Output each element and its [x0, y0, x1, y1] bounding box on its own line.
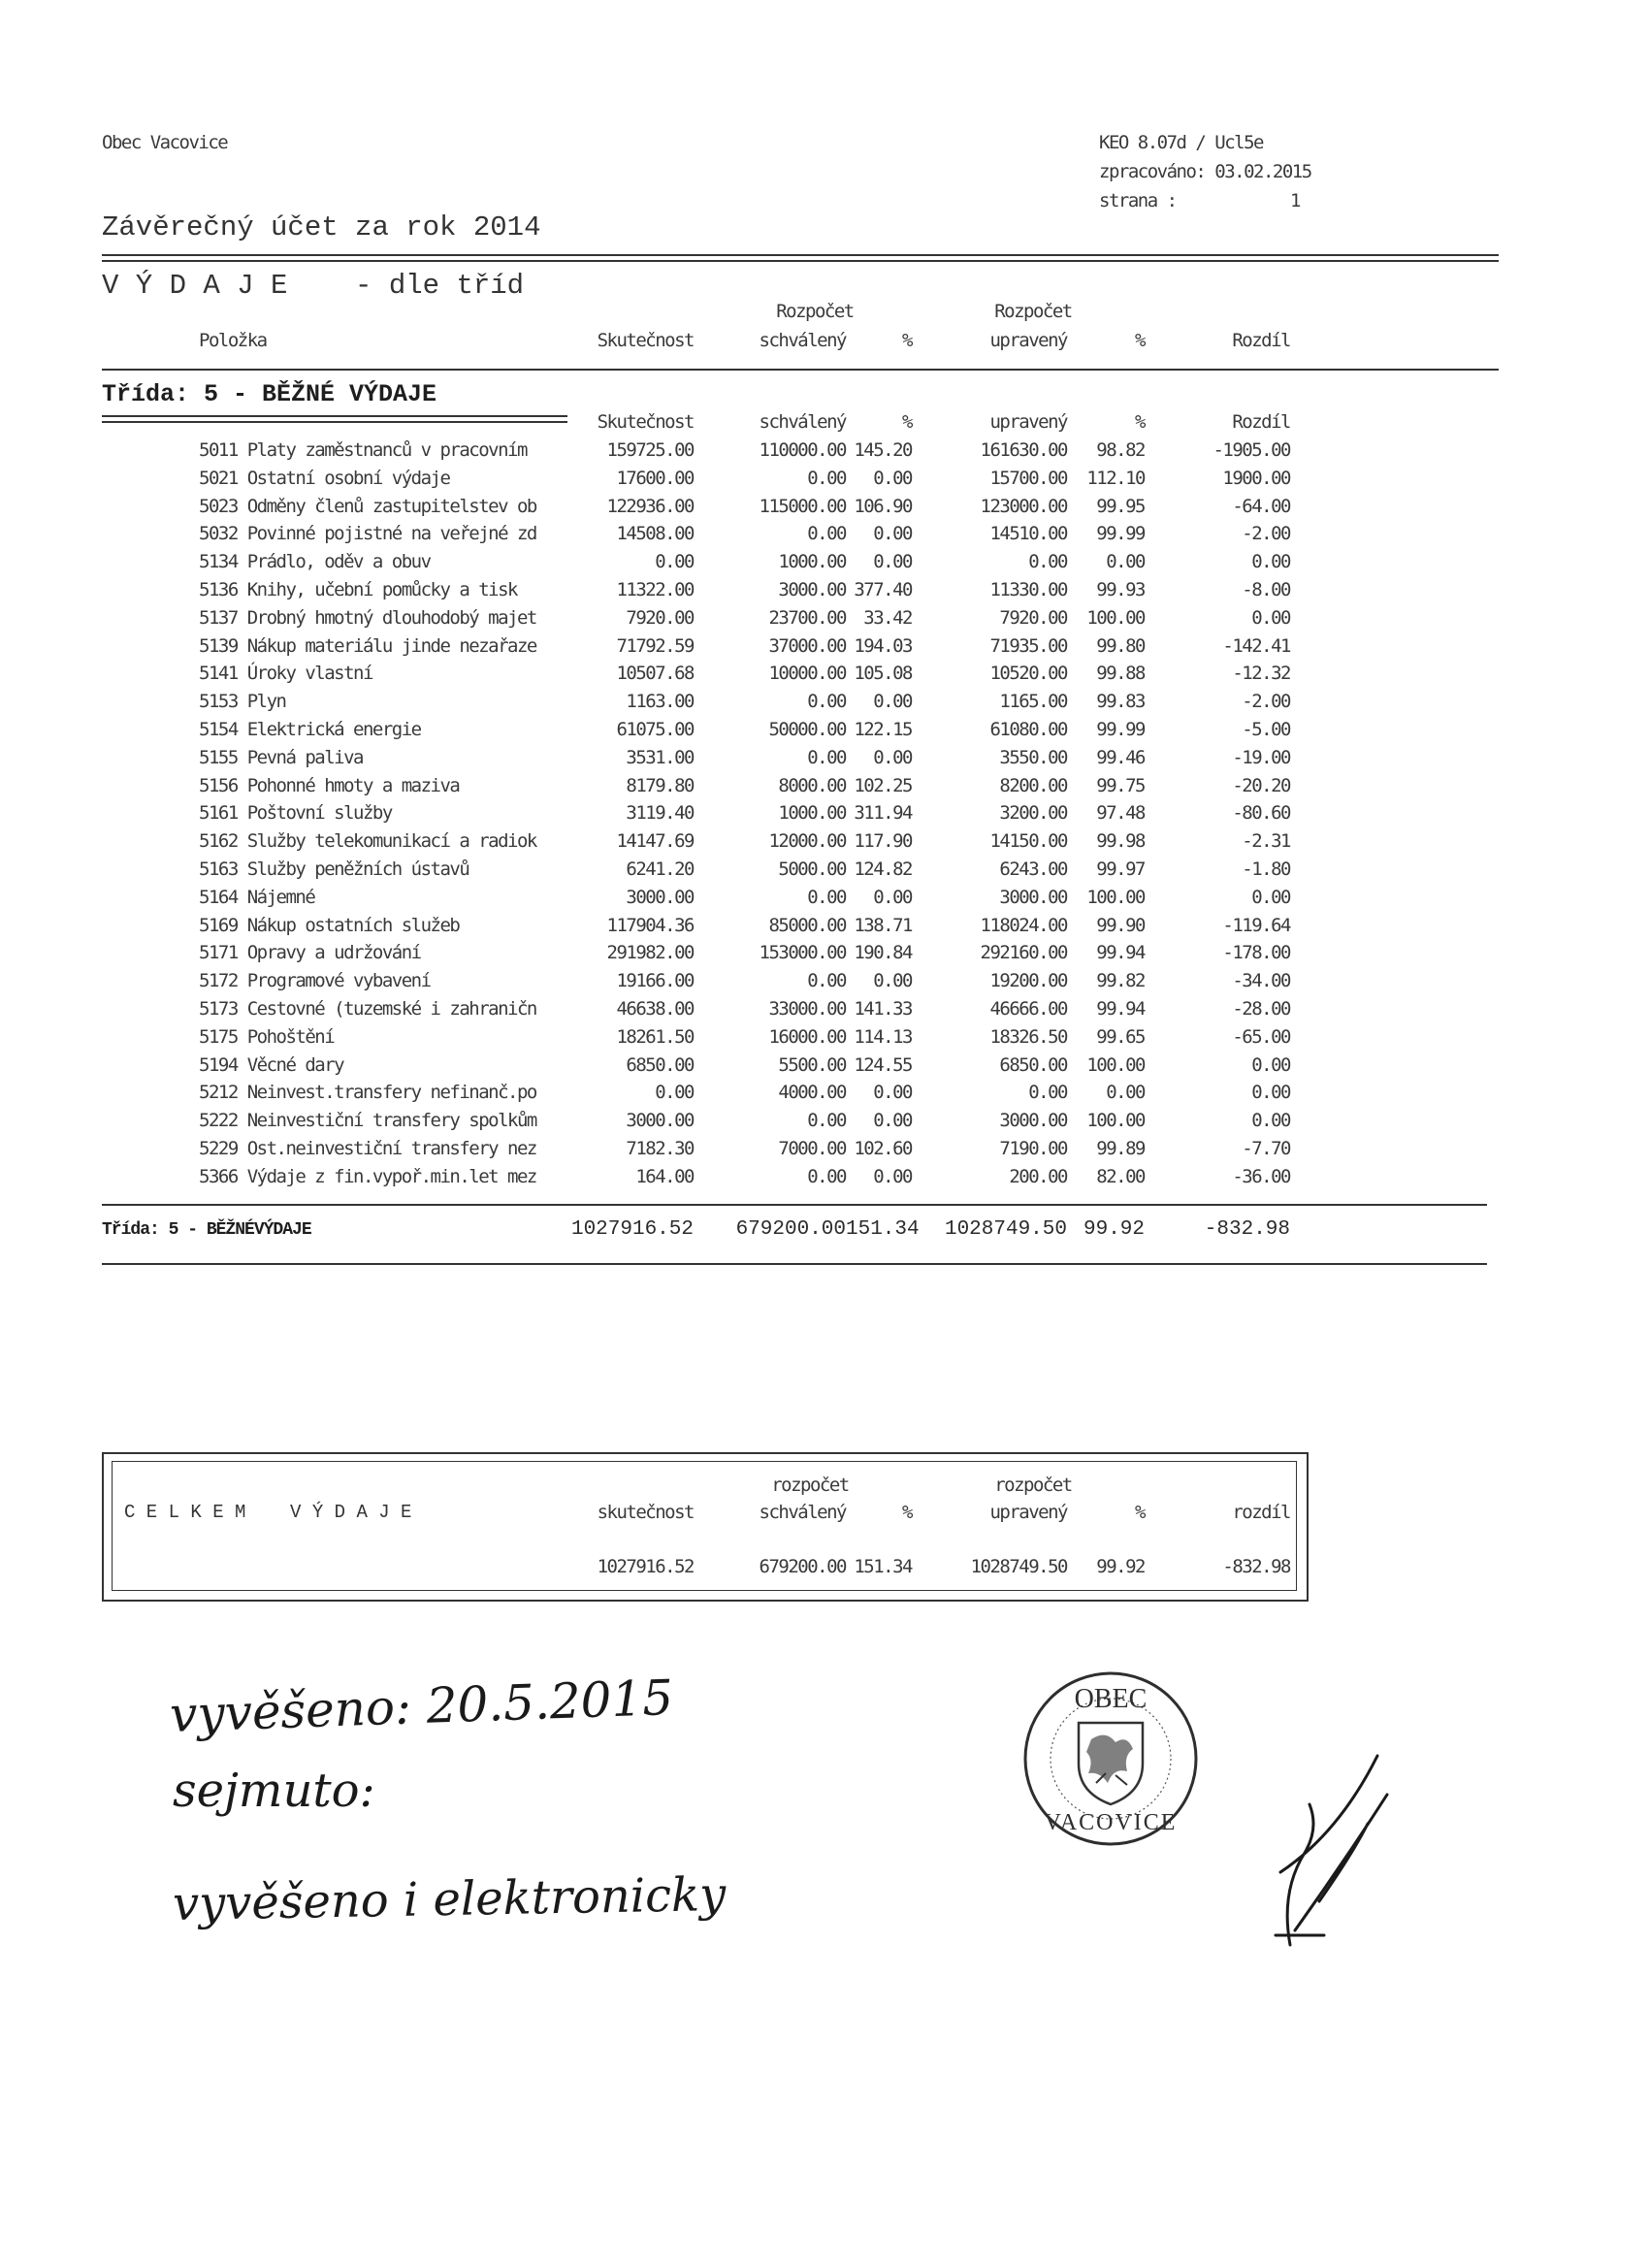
- row-rozdil: 0.00: [1251, 1082, 1290, 1104]
- row-skutecnost: 3000.00: [626, 1110, 694, 1132]
- summary-label: C E L K E M V Ý D A J E: [124, 1502, 412, 1523]
- row-upraveny: 46666.00: [989, 998, 1067, 1020]
- row-item: 5173 Cestovné (tuzemské i zahraničn: [199, 998, 536, 1020]
- table-row: [0, 691, 1649, 719]
- row-skutecnost: 0.00: [655, 551, 694, 573]
- row-skutecnost: 18261.50: [616, 1025, 694, 1048]
- row-item: 5021 Ostatní osobní výdaje: [199, 467, 450, 489]
- row-upraveny: 61080.00: [989, 719, 1067, 740]
- row-pct2: 99.80: [1096, 634, 1145, 657]
- handwritten-electronic: vyvěšeno i elektronicky: [172, 1867, 727, 1931]
- row-schvaleny: 110000.00: [759, 439, 846, 461]
- row-pct2: 99.97: [1096, 859, 1145, 880]
- row-skutecnost: 3531.00: [626, 746, 694, 768]
- row-item: 5164 Nájemné: [199, 886, 315, 908]
- row-schvaleny: 33000.00: [768, 998, 846, 1020]
- row-rozdil: -34.00: [1232, 970, 1290, 992]
- col-pct1: %: [902, 330, 912, 351]
- row-item: 5136 Knihy, učební pomůcky a tisk: [199, 579, 517, 600]
- row-rozdil: -65.00: [1232, 1025, 1290, 1048]
- summary-pct1: %: [902, 1502, 912, 1523]
- row-rozdil: -36.00: [1232, 1165, 1290, 1187]
- row-pct1: 0.00: [873, 746, 912, 768]
- stamp-top-text: OBEC: [1074, 1684, 1148, 1714]
- row-item: 5155 Pevná paliva: [199, 746, 363, 768]
- class-title-rule-bottom: [102, 421, 567, 423]
- col-rozpocet-schv-top: Rozpočet: [776, 301, 854, 322]
- row-rozdil: -2.31: [1242, 830, 1290, 853]
- row-schvaleny: 1000.00: [778, 551, 846, 573]
- summary-val-rozdil: -832.98: [1222, 1556, 1290, 1577]
- row-item: 5366 Výdaje z fin.vypoř.min.let mez: [199, 1165, 536, 1187]
- row-pct2: 0.00: [1106, 551, 1145, 573]
- summary-val-schvaleny: 679200.00: [759, 1556, 846, 1577]
- row-pct1: 0.00: [873, 551, 912, 573]
- col-rozdil: Rozdíl: [1232, 330, 1290, 351]
- row-upraveny: 3000.00: [999, 886, 1067, 908]
- summary-val-pct1: 151.34: [854, 1556, 912, 1577]
- summary-skutecnost: skutečnost: [597, 1502, 694, 1523]
- row-pct2: 97.48: [1096, 802, 1145, 825]
- row-item: 5163 Služby peněžních ústavů: [199, 859, 469, 880]
- table-row: [0, 830, 1649, 859]
- sub-upraveny: upravený: [989, 411, 1067, 433]
- table-row: [0, 970, 1649, 998]
- row-pct1: 102.25: [854, 774, 912, 796]
- row-upraveny: 18326.50: [989, 1025, 1067, 1048]
- table-row: [0, 635, 1649, 664]
- row-item: 5141 Úroky vlastní: [199, 663, 372, 685]
- row-upraveny: 14150.00: [989, 830, 1067, 853]
- row-skutecnost: 3000.00: [626, 886, 694, 908]
- row-upraveny: 6850.00: [999, 1053, 1067, 1076]
- row-pct2: 99.83: [1096, 691, 1145, 713]
- row-rozdil: -80.60: [1232, 802, 1290, 825]
- row-skutecnost: 6241.20: [626, 859, 694, 880]
- row-pct2: 99.98: [1096, 830, 1145, 853]
- row-upraveny: 3550.00: [999, 746, 1067, 768]
- row-skutecnost: 10507.68: [616, 663, 694, 685]
- row-upraveny: 6243.00: [999, 859, 1067, 880]
- columns-rule: [102, 369, 1499, 371]
- row-pct1: 141.33: [854, 998, 912, 1020]
- row-upraveny: 8200.00: [999, 774, 1067, 796]
- row-rozdil: -5.00: [1242, 719, 1290, 740]
- row-rozdil: 0.00: [1251, 1053, 1290, 1076]
- row-rozdil: -20.20: [1232, 774, 1290, 796]
- row-pct2: 99.95: [1096, 495, 1145, 517]
- row-schvaleny: 5000.00: [778, 859, 846, 880]
- row-pct1: 311.94: [854, 802, 912, 825]
- row-pct2: 99.94: [1096, 998, 1145, 1020]
- row-item: 5222 Neinvestiční transfery spolkům: [199, 1110, 536, 1132]
- row-schvaleny: 5500.00: [778, 1053, 846, 1076]
- row-item: 5156 Pohonné hmoty a maziva: [199, 774, 460, 796]
- row-skutecnost: 7182.30: [626, 1138, 694, 1159]
- row-pct1: 114.13: [854, 1025, 912, 1048]
- row-schvaleny: 23700.00: [768, 606, 846, 629]
- row-schvaleny: 8000.00: [778, 774, 846, 796]
- row-rozdil: -142.41: [1222, 634, 1290, 657]
- table-row: [0, 579, 1649, 607]
- row-pct1: 124.55: [854, 1053, 912, 1076]
- row-item: 5023 Odměny členů zastupitelstev ob: [199, 495, 536, 517]
- col-upraveny: upravený: [989, 330, 1067, 351]
- table-row: [0, 942, 1649, 970]
- row-item: 5194 Věcné dary: [199, 1053, 344, 1076]
- row-upraveny: 3000.00: [999, 1110, 1067, 1132]
- row-skutecnost: 61075.00: [616, 719, 694, 740]
- page-label: strana :: [1099, 190, 1177, 211]
- row-skutecnost: 6850.00: [626, 1053, 694, 1076]
- table-row: [0, 747, 1649, 775]
- row-skutecnost: 3119.40: [626, 802, 694, 825]
- row-pct1: 102.60: [854, 1138, 912, 1159]
- row-pct1: 138.71: [854, 914, 912, 936]
- row-item: 5229 Ost.neinvestiční transfery nez: [199, 1138, 536, 1159]
- row-pct1: 0.00: [873, 886, 912, 908]
- row-pct2: 112.10: [1086, 467, 1145, 489]
- col-rozpocet-upr-top: Rozpočet: [994, 301, 1072, 322]
- row-upraveny: 7920.00: [999, 606, 1067, 629]
- row-schvaleny: 10000.00: [768, 663, 846, 685]
- row-upraveny: 10520.00: [989, 663, 1067, 685]
- municipal-stamp: [1018, 1667, 1203, 1851]
- row-upraveny: 118024.00: [980, 914, 1067, 936]
- table-row: [0, 802, 1649, 830]
- row-schvaleny: 0.00: [807, 970, 846, 992]
- row-skutecnost: 0.00: [655, 1082, 694, 1104]
- row-pct2: 99.88: [1096, 663, 1145, 685]
- table-row: [0, 663, 1649, 691]
- row-schvaleny: 0.00: [807, 523, 846, 545]
- table-row: [0, 1138, 1649, 1166]
- table-row: [0, 439, 1649, 468]
- table-row: [0, 496, 1649, 524]
- summary-upraveny: upravený: [989, 1502, 1067, 1523]
- table-row: [0, 998, 1649, 1026]
- total-pct1: 151.34: [846, 1218, 920, 1241]
- row-schvaleny: 50000.00: [768, 719, 846, 740]
- row-skutecnost: 159725.00: [606, 439, 694, 461]
- row-item: 5212 Neinvest.transfery nefinanč.po: [199, 1082, 536, 1104]
- row-rozdil: -1.80: [1242, 859, 1290, 880]
- row-upraveny: 15700.00: [989, 467, 1067, 489]
- total-label: Třída: 5 - BĚŽNÉVÝDAJE: [102, 1220, 311, 1240]
- row-pct2: 99.99: [1096, 523, 1145, 545]
- row-item: 5162 Služby telekomunikací a radiok: [199, 830, 536, 853]
- header-rule-top: [102, 254, 1499, 256]
- total-rule-bottom: [102, 1263, 1487, 1265]
- row-pct2: 99.89: [1096, 1138, 1145, 1159]
- row-pct2: 99.75: [1096, 774, 1145, 796]
- row-schvaleny: 1000.00: [778, 802, 846, 825]
- row-item: 5169 Nákup ostatních služeb: [199, 914, 460, 936]
- summary-rozpocet2: rozpočet: [994, 1474, 1072, 1496]
- row-skutecnost: 11322.00: [616, 579, 694, 600]
- header-rule-bottom: [102, 260, 1499, 262]
- total-rule-top: [102, 1204, 1487, 1206]
- row-item: 5175 Pohoštění: [199, 1025, 335, 1048]
- row-upraveny: 161630.00: [980, 439, 1067, 461]
- document-title: Závěrečný účet za rok 2014: [102, 211, 541, 243]
- row-item: 5134 Prádlo, oděv a obuv: [199, 551, 431, 573]
- table-row: [0, 859, 1649, 887]
- row-item: 5139 Nákup materiálu jinde nezařaze: [199, 634, 536, 657]
- page-number: 1: [1290, 190, 1300, 211]
- row-pct2: 0.00: [1106, 1082, 1145, 1104]
- row-pct2: 100.00: [1086, 1053, 1145, 1076]
- row-rozdil: 0.00: [1251, 551, 1290, 573]
- row-schvaleny: 115000.00: [759, 495, 846, 517]
- row-pct1: 0.00: [873, 1165, 912, 1187]
- row-item: 5161 Poštovní služby: [199, 802, 392, 825]
- section-title: V Ý D A J E - dle tříd: [102, 270, 525, 302]
- row-pct1: 124.82: [854, 859, 912, 880]
- row-skutecnost: 117904.36: [606, 914, 694, 936]
- handwritten-removed: sejmuto:: [173, 1764, 375, 1818]
- table-row: [0, 1082, 1649, 1110]
- row-skutecnost: 19166.00: [616, 970, 694, 992]
- row-pct2: 99.93: [1096, 579, 1145, 600]
- row-pct1: 117.90: [854, 830, 912, 853]
- table-row: [0, 468, 1649, 496]
- row-item: 5011 Platy zaměstnanců v pracovním: [199, 439, 527, 461]
- row-pct1: 105.08: [854, 663, 912, 685]
- table-row: [0, 607, 1649, 635]
- col-pct2: %: [1135, 330, 1145, 351]
- row-pct1: 0.00: [873, 691, 912, 713]
- program-id: KEO 8.07d / Ucl5e: [1099, 132, 1263, 153]
- row-upraveny: 19200.00: [989, 970, 1067, 992]
- row-rozdil: -119.64: [1222, 914, 1290, 936]
- row-schvaleny: 7000.00: [778, 1138, 846, 1159]
- sub-pct1: %: [902, 411, 912, 433]
- row-rozdil: -64.00: [1232, 495, 1290, 517]
- row-schvaleny: 0.00: [807, 467, 846, 489]
- row-rozdil: 1900.00: [1222, 467, 1290, 489]
- table-row: [0, 1026, 1649, 1054]
- row-schvaleny: 12000.00: [768, 830, 846, 853]
- row-upraveny: 3200.00: [999, 802, 1067, 825]
- row-pct2: 100.00: [1086, 606, 1145, 629]
- row-pct2: 99.94: [1096, 942, 1145, 964]
- class-title: Třída: 5 - BĚŽNÉ VÝDAJE: [102, 380, 437, 408]
- row-schvaleny: 3000.00: [778, 579, 846, 600]
- row-rozdil: -19.00: [1232, 746, 1290, 768]
- row-rozdil: -2.00: [1242, 523, 1290, 545]
- row-pct2: 99.46: [1096, 746, 1145, 768]
- row-pct2: 82.00: [1096, 1165, 1145, 1187]
- row-skutecnost: 122936.00: [606, 495, 694, 517]
- row-pct2: 100.00: [1086, 1110, 1145, 1132]
- row-skutecnost: 46638.00: [616, 998, 694, 1020]
- row-schvaleny: 0.00: [807, 691, 846, 713]
- row-upraveny: 123000.00: [980, 495, 1067, 517]
- row-pct2: 100.00: [1086, 886, 1145, 908]
- row-rozdil: 0.00: [1251, 606, 1290, 629]
- row-item: 5172 Programové vybavení: [199, 970, 431, 992]
- coat-of-arms-icon: [1079, 1723, 1143, 1804]
- row-schvaleny: 16000.00: [768, 1025, 846, 1048]
- total-pct2: 99.92: [1083, 1218, 1145, 1241]
- row-rozdil: -28.00: [1232, 998, 1290, 1020]
- row-item: 5171 Opravy a udržování: [199, 942, 421, 964]
- table-row: [0, 551, 1649, 579]
- total-upraveny: 1028749.50: [944, 1218, 1067, 1241]
- row-pct2: 99.90: [1096, 914, 1145, 936]
- row-item: 5137 Drobný hmotný dlouhodobý majet: [199, 606, 536, 629]
- table-row: [0, 1054, 1649, 1083]
- row-upraveny: 292160.00: [980, 942, 1067, 964]
- sub-skutecnost: Skutečnost: [597, 411, 694, 433]
- total-schvaleny: 679200.00: [735, 1218, 846, 1241]
- row-upraveny: 0.00: [1028, 1082, 1067, 1104]
- summary-val-skutecnost: 1027916.52: [597, 1556, 694, 1577]
- class-title-rule-top: [102, 415, 567, 417]
- summary-rozdil: rozdíl: [1232, 1502, 1290, 1523]
- row-pct2: 99.99: [1096, 719, 1145, 740]
- sub-pct2: %: [1135, 411, 1145, 433]
- row-rozdil: -8.00: [1242, 579, 1290, 600]
- row-rozdil: 0.00: [1251, 1110, 1290, 1132]
- row-schvaleny: 0.00: [807, 1165, 846, 1187]
- row-skutecnost: 71792.59: [616, 634, 694, 657]
- sub-rozdil: Rozdíl: [1232, 411, 1290, 433]
- row-pct1: 145.20: [854, 439, 912, 461]
- row-upraveny: 7190.00: [999, 1138, 1067, 1159]
- row-rozdil: 0.00: [1251, 886, 1290, 908]
- summary-val-pct2: 99.92: [1096, 1556, 1145, 1577]
- row-pct1: 377.40: [854, 579, 912, 600]
- row-upraveny: 0.00: [1028, 551, 1067, 573]
- row-pct1: 0.00: [873, 1082, 912, 1104]
- row-pct1: 0.00: [873, 1110, 912, 1132]
- row-pct2: 99.65: [1096, 1025, 1145, 1048]
- table-row: [0, 1110, 1649, 1138]
- row-schvaleny: 0.00: [807, 1110, 846, 1132]
- total-rozdil: -832.98: [1204, 1218, 1290, 1241]
- row-upraveny: 11330.00: [989, 579, 1067, 600]
- row-schvaleny: 153000.00: [759, 942, 846, 964]
- row-pct2: 98.82: [1096, 439, 1145, 461]
- summary-rozpocet1: rozpočet: [771, 1474, 849, 1496]
- row-rozdil: -1905.00: [1212, 439, 1290, 461]
- sub-schvaleny: schválený: [759, 411, 846, 433]
- row-pct1: 0.00: [873, 970, 912, 992]
- row-item: 5153 Plyn: [199, 691, 286, 713]
- row-skutecnost: 14147.69: [616, 830, 694, 853]
- row-skutecnost: 7920.00: [626, 606, 694, 629]
- handwritten-signature: [1251, 1736, 1397, 1960]
- table-row: [0, 915, 1649, 943]
- row-upraveny: 71935.00: [989, 634, 1067, 657]
- col-skutecnost: Skutečnost: [597, 330, 694, 351]
- row-pct1: 190.84: [854, 942, 912, 964]
- row-skutecnost: 1163.00: [626, 691, 694, 713]
- row-rozdil: -178.00: [1222, 942, 1290, 964]
- table-row: [0, 887, 1649, 915]
- table-row: [0, 523, 1649, 551]
- table-row: [0, 775, 1649, 803]
- col-polozka: Položka: [199, 330, 267, 351]
- row-schvaleny: 85000.00: [768, 914, 846, 936]
- summary-schvaleny: schválený: [759, 1502, 846, 1523]
- row-rozdil: -2.00: [1242, 691, 1290, 713]
- summary-pct2: %: [1135, 1502, 1145, 1523]
- row-pct1: 106.90: [854, 495, 912, 517]
- row-pct1: 194.03: [854, 634, 912, 657]
- row-upraveny: 14510.00: [989, 523, 1067, 545]
- row-skutecnost: 164.00: [635, 1165, 694, 1187]
- row-item: 5154 Elektrická energie: [199, 719, 421, 740]
- row-pct1: 122.15: [854, 719, 912, 740]
- row-pct2: 99.82: [1096, 970, 1145, 992]
- col-schvaleny: schválený: [759, 330, 846, 351]
- row-item: 5032 Povinné pojistné na veřejné zd: [199, 523, 536, 545]
- row-skutecnost: 14508.00: [616, 523, 694, 545]
- row-rozdil: -12.32: [1232, 663, 1290, 685]
- row-upraveny: 1165.00: [999, 691, 1067, 713]
- handwritten-posted-date: vyvěšeno: 20.5.2015: [169, 1669, 674, 1744]
- org-name: Obec Vacovice: [102, 132, 228, 153]
- total-skutecnost: 1027916.52: [570, 1218, 694, 1241]
- row-rozdil: -7.70: [1242, 1138, 1290, 1159]
- row-skutecnost: 8179.80: [626, 774, 694, 796]
- row-schvaleny: 4000.00: [778, 1082, 846, 1104]
- summary-val-upraveny: 1028749.50: [970, 1556, 1067, 1577]
- row-pct1: 0.00: [873, 467, 912, 489]
- table-row: [0, 1166, 1649, 1194]
- row-schvaleny: 0.00: [807, 886, 846, 908]
- row-skutecnost: 291982.00: [606, 942, 694, 964]
- row-schvaleny: 0.00: [807, 746, 846, 768]
- table-row: [0, 719, 1649, 747]
- row-upraveny: 200.00: [1009, 1165, 1067, 1187]
- row-skutecnost: 17600.00: [616, 467, 694, 489]
- processed-date: zpracováno: 03.02.2015: [1099, 161, 1311, 182]
- row-pct1: 0.00: [873, 523, 912, 545]
- stamp-bottom-text: VACOVICE: [1044, 1810, 1178, 1835]
- row-pct1: 33.42: [863, 606, 912, 629]
- row-schvaleny: 37000.00: [768, 634, 846, 657]
